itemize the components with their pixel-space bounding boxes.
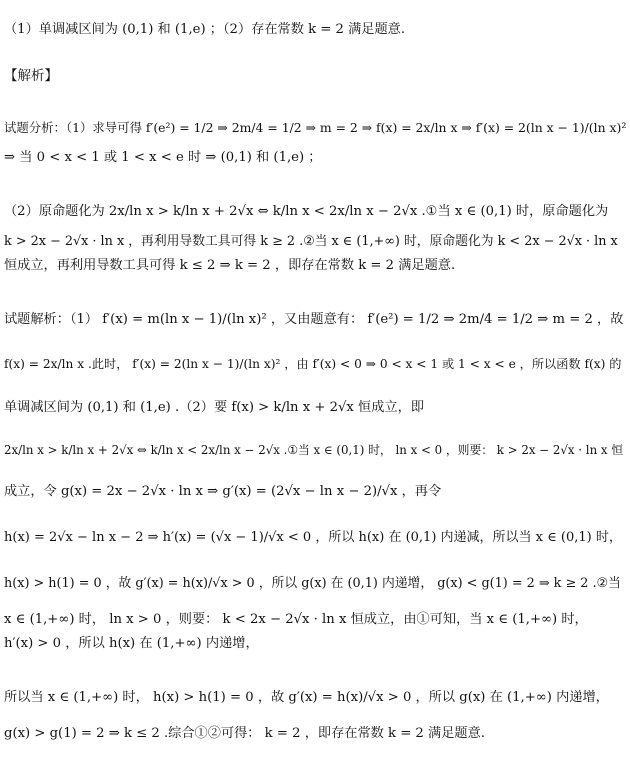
solution-line-4: 2x/ln x > k/ln x + 2√x ⇔ k/ln x < 2x/ln x − 2√x .①当 x ∈ (0,1) 时， ln x < 0 ，则要： k > 2x − 2√x · ln x 恒 xyxy=(4,443,624,457)
analysis-line-2: ⇒ 当 0 < x < 1 或 1 < x < e 时 ⇒ (0,1) 和 (1,e) ； xyxy=(4,150,322,165)
solution-line-5: 成立，令 g(x) = 2x − 2√x · ln x ⇒ g′(x) = (2√x − ln x − 2)/√x ，再令 xyxy=(4,484,442,499)
solution-line-2: f(x) = 2x/ln x .此时， f′(x) = 2(ln x − 1)/(ln x)² ，由 f′(x) < 0 ⇒ 0 < x < 1 或 1 < x < e ，所以函数 f(x) 的 xyxy=(4,357,622,371)
solution-line-8: x ∈ (1,+∞) 时， ln x > 0 ，则要： k < 2x − 2√x · ln x 恒成立，由①可知，当 x ∈ (1,+∞) 时， xyxy=(4,612,588,627)
analysis-line-4: k > 2x − 2√x · ln x ，再利用导数工具可得 k ≥ 2 .②当 x ∈ (1,+∞) 时，原命题化为 k < 2x − 2√x · ln x xyxy=(4,234,618,249)
solution-line-1: 试题解析：（1） f′(x) = m(ln x − 1)/(ln x)² ，又由题意有： f′(e²) = 1/2 ⇒ 2m/4 = 1/2 ⇒ m = 2 ，故 xyxy=(4,312,624,327)
solution-line-6: h(x) = 2√x − ln x − 2 ⇒ h′(x) = (√x − 1)/√x < 0 ，所以 h(x) 在 (0,1) 内递减，所以当 x ∈ (0,1) 时， xyxy=(4,530,622,545)
analysis-line-5: 恒成立，再利用导数工具可得 k ≤ 2 ⇒ k = 2 ，即存在常数 k = 2 满足题意. xyxy=(4,258,456,273)
solution-line-3: 单调减区间为 (0,1) 和 (1,e) .（2）要 f(x) > k/ln x + 2√x 恒成立，即 xyxy=(4,400,424,415)
analysis-line-3: （2）原命题化为 2x/ln x > k/ln x + 2√x ⇔ k/ln x < 2x/ln x − 2√x .①当 x ∈ (0,1) 时，原命题化为 xyxy=(4,204,609,219)
solution-line-11: g(x) > g(1) = 2 ⇒ k ≤ 2 .综合①②可得： k = 2 ，即存在常数 k = 2 满足题意. xyxy=(4,726,485,741)
section-title: 【解析】 xyxy=(4,68,58,84)
solution-line-9: h′(x) > 0 ，所以 h(x) 在 (1,+∞) 内递增， xyxy=(4,636,259,651)
answer-line: （1）单调减区间为 (0,1) 和 (1,e) ；（2）存在常数 k = 2 满足题意. xyxy=(4,22,406,37)
solution-line-10: 所以当 x ∈ (1,+∞) 时， h(x) > h(1) = 0 ，故 g′(x) = h(x)/√x > 0 ，所以 g(x) 在 (1,+∞) 内递增， xyxy=(4,690,609,705)
solution-line-7: h(x) > h(1) = 0 ，故 g′(x) = h(x)/√x > 0 ，所以 g(x) 在 (0,1) 内递增， g(x) < g(1) = 2 ⇒ k ≥ 2 .②当 xyxy=(4,576,621,591)
analysis-line-1: 试题分析：（1）求导可得 f′(e²) = 1/2 ⇒ 2m/4 = 1/2 ⇒ m = 2 ⇒ f(x) = 2x/ln x ⇒ f′(x) = 2(ln x − 1)/(ln x)² xyxy=(4,120,627,135)
